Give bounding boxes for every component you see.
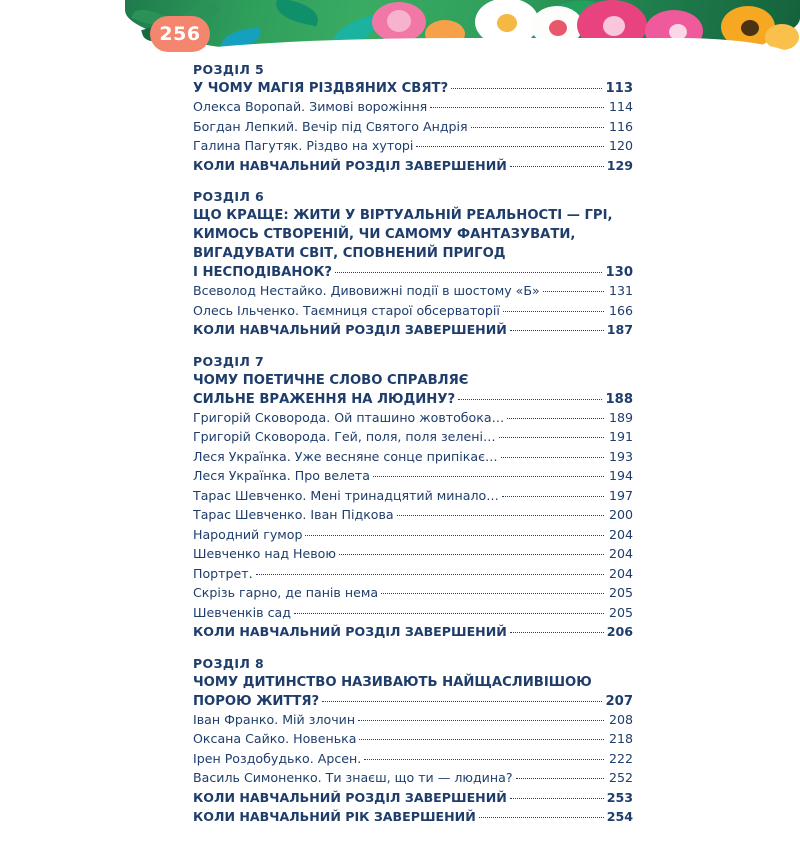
section-title-line: КИМОСЬ СТВОРЕНІЙ, ЧИ САМОМУ ФАНТАЗУВАТИ, [193, 227, 576, 242]
section-heading: РОЗДІЛ 6 [193, 189, 265, 204]
dot-leader [364, 758, 604, 760]
section-heading: РОЗДІЛ 7 [193, 353, 265, 369]
toc-entry-label: Оксана Сайко. Новенька [193, 731, 357, 746]
section-title-line: ЧОМУ ДИТИНСТВО НАЗИВАЮТЬ НАЙЩАСЛИВІШОЮ [193, 674, 592, 690]
section-title: І НЕСПОДІВАНОК? [193, 265, 333, 280]
toc-entry-page: 204 [608, 526, 633, 542]
dot-leader [359, 738, 604, 740]
toc-entry-label: Богдан Лепкий. Вечір під Святого Андрія [193, 118, 468, 134]
toc-entry-page: 191 [608, 429, 633, 444]
toc-entry-label: КОЛИ НАВЧАЛЬНИЙ РОЗДІЛ ЗАВЕРШЕНИЙ [193, 322, 507, 337]
toc-entry-page: 252 [608, 770, 633, 785]
toc-entry-label: Портрет. [193, 565, 253, 581]
toc-entry-label: Всеволод Нестайко. Дивовижні події в шостому «Б» [193, 283, 540, 298]
dot-leader [397, 514, 604, 516]
toc-entry-label: Скрізь гарно, де панів нема [193, 585, 379, 600]
toc-entry-label: КОЛИ НАВЧАЛЬНИЙ РОЗДІЛ ЗАВЕРШЕНИЙ [193, 624, 507, 639]
dot-leader [430, 106, 604, 108]
toc-entry-page: 204 [608, 546, 633, 561]
toc-entry-page: 114 [608, 99, 633, 114]
toc-entry[interactable] [193, 156, 633, 176]
toc-entry-page: 205 [608, 585, 633, 600]
dot-leader [510, 797, 604, 799]
dot-leader [510, 165, 604, 167]
dot-leader [294, 612, 604, 614]
toc-entry-label: Олесь Ільченко. Таємниця старої обсерваторії [193, 302, 500, 318]
dot-leader [339, 553, 604, 555]
section-title-page: 207 [605, 693, 633, 709]
toc-entry-page: 208 [608, 711, 633, 727]
floral-banner [125, 0, 800, 68]
flower-center [497, 14, 517, 32]
toc-entry-label: Іван Франко. Мій злочин [193, 711, 356, 727]
toc-section [193, 189, 633, 340]
toc-entry[interactable] [193, 466, 633, 486]
section-title-row [193, 693, 633, 710]
flower-center [603, 16, 625, 36]
toc-entry[interactable] [193, 301, 633, 321]
toc-entry-page: 205 [608, 604, 633, 620]
toc-entry-page: 206 [606, 624, 633, 639]
toc-entry-page: 116 [608, 118, 633, 134]
dot-leader [479, 816, 604, 818]
toc-entry-label: Леся Українка. Про велета [193, 468, 370, 483]
toc-entry[interactable] [193, 768, 633, 788]
section-title-row [193, 80, 633, 97]
toc-entry-label: Олекса Воропай. Зимові ворожіння [193, 99, 428, 114]
toc-entry[interactable] [193, 544, 633, 564]
dot-leader [322, 700, 602, 702]
section-title-line: ВИГАДУВАТИ СВІТ, СПОВНЕНИЙ ПРИГОД [193, 246, 506, 261]
dot-leader [516, 777, 605, 779]
dot-leader [305, 534, 604, 536]
dot-leader [451, 87, 602, 89]
toc-section [193, 62, 633, 175]
toc-entry[interactable] [193, 97, 633, 117]
toc-entry-page: 222 [608, 750, 633, 766]
toc-entry-page: 254 [606, 809, 633, 824]
toc-entry-label: Григорій Сковорода. Ой пташино жовтобока… [193, 409, 505, 425]
toc-entry[interactable] [193, 807, 633, 827]
section-title-row [193, 391, 633, 408]
section-title-page: 188 [605, 391, 633, 407]
toc-entry[interactable] [193, 710, 633, 730]
toc-entry-label: Тарас Шевченко. Іван Підкова [193, 507, 394, 522]
section-title-page: 113 [605, 81, 633, 96]
toc-entry-page: 193 [608, 448, 633, 464]
dot-leader [499, 436, 604, 438]
toc-entry-page: 218 [608, 731, 633, 746]
toc-entry-page: 129 [606, 157, 633, 173]
toc-entry-page: 197 [608, 487, 633, 503]
dot-leader [501, 456, 604, 458]
dot-leader [381, 592, 604, 594]
dot-leader [335, 271, 602, 273]
toc-entry[interactable] [193, 622, 633, 642]
toc-entry[interactable] [193, 583, 633, 603]
toc-entry-page: 187 [606, 322, 633, 337]
toc-entry[interactable] [193, 505, 633, 525]
section-title-page: 130 [605, 265, 633, 280]
toc-entry[interactable] [193, 427, 633, 447]
toc-section [193, 354, 633, 642]
section-heading: РОЗДІЛ 5 [193, 62, 265, 77]
dot-leader [543, 290, 604, 292]
dot-leader [458, 398, 602, 400]
toc-entry-page: 120 [608, 138, 633, 153]
section-title-line: ЧОМУ ПОЕТИЧНЕ СЛОВО СПРАВЛЯЄ [193, 372, 469, 388]
flower-center [741, 20, 759, 36]
toc-entry[interactable] [193, 320, 633, 340]
page-number-badge: 256 [150, 16, 210, 52]
toc-entry-page: 189 [608, 409, 633, 425]
table-of-contents [193, 62, 633, 841]
toc-entry-page: 200 [608, 507, 633, 522]
toc-entry-label: КОЛИ НАВЧАЛЬНИЙ РІК ЗАВЕРШЕНИЙ [193, 809, 476, 824]
flower-center [549, 20, 567, 36]
section-title: У ЧОМУ МАГІЯ РІЗДВЯНИХ СВЯТ? [193, 81, 449, 96]
toc-entry[interactable] [193, 447, 633, 467]
section-title-line: ЩО КРАЩЕ: ЖИТИ У ВІРТУАЛЬНІЙ РЕАЛЬНОСТІ — ГРІ, [193, 208, 613, 223]
dot-leader [510, 631, 604, 633]
toc-entry-page: 253 [606, 789, 633, 805]
dot-leader [471, 126, 604, 128]
toc-entry-label: Леся Українка. Уже весняне сонце припікає… [193, 448, 498, 464]
toc-entry[interactable] [193, 788, 633, 808]
toc-entry[interactable] [193, 281, 633, 301]
toc-entry[interactable] [193, 729, 633, 749]
section-title: ПОРОЮ ЖИТТЯ? [193, 693, 320, 709]
toc-entry[interactable] [193, 603, 633, 623]
dot-leader [502, 495, 604, 497]
toc-entry-label: КОЛИ НАВЧАЛЬНИЙ РОЗДІЛ ЗАВЕРШЕНИЙ [193, 789, 507, 805]
toc-entry-page: 194 [608, 468, 633, 483]
toc-entry-label: Ірен Роздобудько. Арсен. [193, 750, 362, 766]
toc-entry-label: Шевченків сад [193, 604, 291, 620]
toc-entry[interactable] [193, 117, 633, 137]
section-title: СИЛЬНЕ ВРАЖЕННЯ НА ЛЮДИНУ? [193, 391, 456, 407]
dot-leader [507, 417, 604, 419]
dot-leader [416, 145, 604, 147]
dot-leader [503, 310, 604, 312]
toc-entry[interactable] [193, 564, 633, 584]
toc-entry[interactable] [193, 408, 633, 428]
toc-entry-label: Григорій Сковорода. Гей, поля, поля зелені… [193, 429, 496, 444]
dot-leader [373, 475, 604, 477]
toc-entry-page: 204 [608, 565, 633, 581]
toc-entry[interactable] [193, 136, 633, 156]
toc-entry-label: Василь Симоненко. Ти знаєш, що ти — людина? [193, 770, 513, 785]
dot-leader [510, 329, 604, 331]
section-title-row [193, 264, 633, 281]
toc-entry-label: Галина Пагутяк. Різдво на хуторі [193, 138, 414, 153]
toc-section [193, 656, 633, 827]
toc-entry[interactable] [193, 749, 633, 769]
flower-center [387, 10, 411, 32]
toc-entry-label: Шевченко над Невою [193, 546, 336, 561]
section-heading: РОЗДІЛ 8 [193, 655, 265, 671]
toc-entry-page: 131 [608, 283, 633, 298]
toc-entry-page: 166 [608, 302, 633, 318]
toc-entry-label: Народний гумор [193, 526, 303, 542]
toc-entry[interactable] [193, 486, 633, 506]
toc-entry[interactable] [193, 525, 633, 545]
dot-leader [358, 719, 604, 721]
toc-entry-label: Тарас Шевченко. Мені тринадцятий минало… [193, 487, 499, 503]
dot-leader [256, 573, 604, 575]
toc-entry-label: КОЛИ НАВЧАЛЬНИЙ РОЗДІЛ ЗАВЕРШЕНИЙ [193, 157, 507, 173]
